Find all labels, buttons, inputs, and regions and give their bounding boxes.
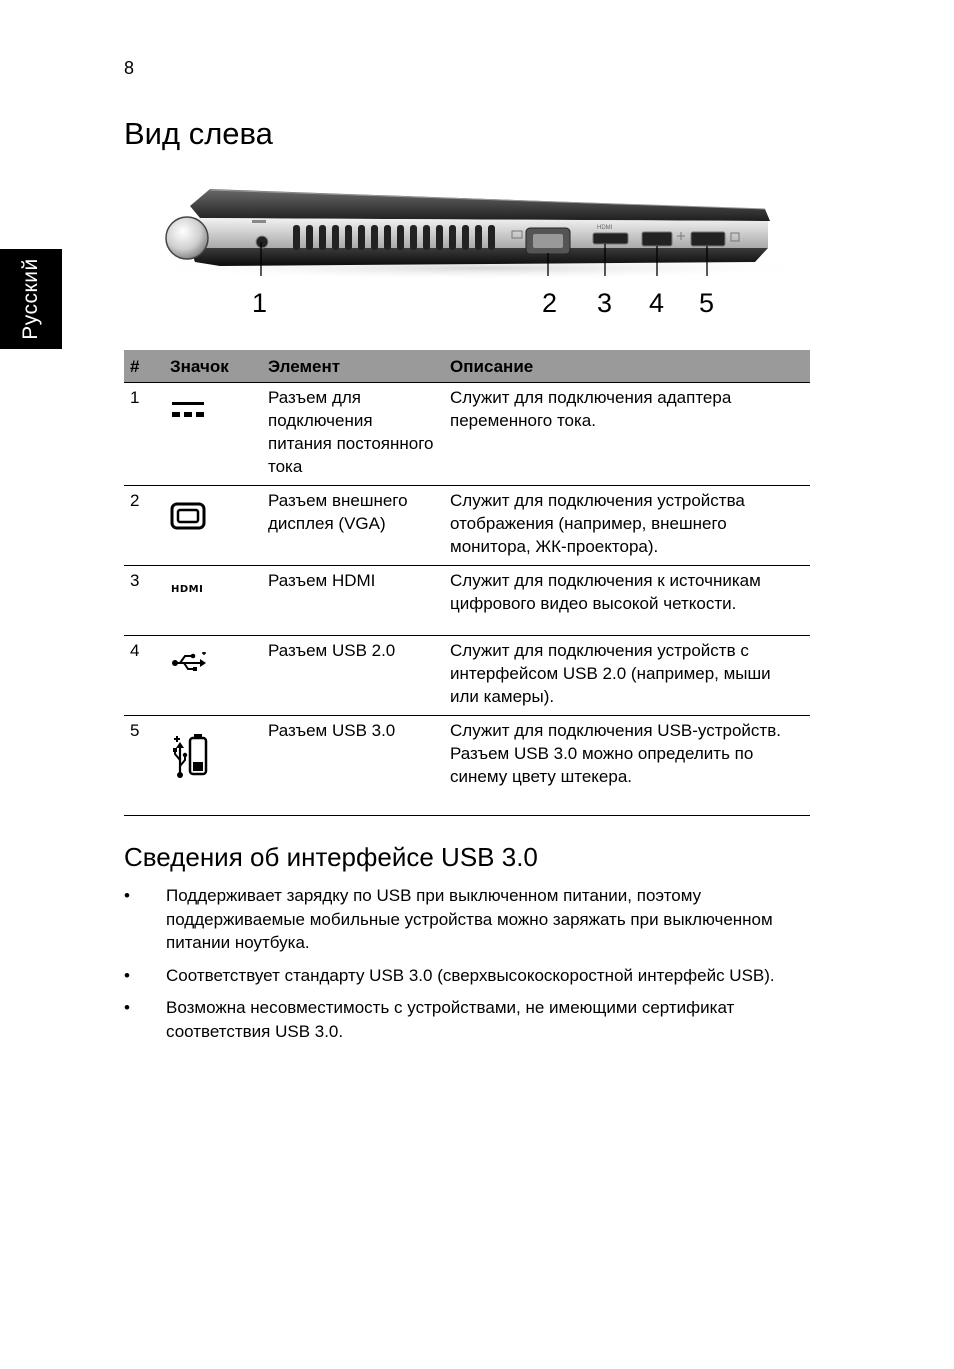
bullet: •: [124, 965, 130, 985]
table-header-row: [124, 350, 810, 383]
language-label: Русский: [19, 258, 42, 340]
list-item: [124, 964, 804, 988]
row-description: Служит для подключения устройств с интерфейсом USB 2.0 (например, мыши или камеры).: [444, 636, 810, 716]
hdmi-icon: [170, 582, 210, 594]
laptop-hdmi-label: HDMI: [597, 225, 613, 231]
icon-cell: [164, 716, 262, 816]
header-num: #: [124, 350, 164, 383]
row-element: Разъем USB 2.0: [262, 636, 444, 716]
vga-display-icon: [170, 502, 206, 530]
list-item-text: Поддерживает зарядку по USB при выключенном питании, поэтому поддерживаемые мобильные устройства можно заряжать при выключенном питании ноутбука.: [166, 886, 773, 952]
row-element: Разъем для подключения питания постоянного тока: [262, 383, 444, 486]
row-description: Служит для подключения адаптера переменного тока.: [444, 383, 810, 486]
table-row: [124, 383, 810, 486]
usb3-section-title: Сведения об интерфейсе USB 3.0: [124, 842, 538, 872]
header-element: Элемент: [262, 350, 444, 383]
bullet: •: [124, 886, 130, 905]
row-description: [444, 716, 810, 816]
row-description: Служит для подключения устройства отображения (например, внешнего монитора, ЖК-проектора).: [444, 486, 810, 566]
page-number: 8: [124, 58, 135, 78]
icon-cell: [164, 383, 262, 486]
usb-charge-icon: [170, 730, 210, 780]
icon-cell: [164, 486, 262, 566]
list-item-text: Соответствует стандарту USB 3.0 (сверхвысокоскоростной интерфейс USB).: [166, 965, 775, 985]
list-item: [124, 996, 804, 1043]
row-num: 1: [124, 383, 164, 486]
table-row: [124, 486, 810, 566]
table-row: [124, 636, 810, 716]
language-side-tab: [0, 249, 62, 349]
callout-1: 1: [252, 288, 268, 318]
ports-table: [124, 350, 810, 816]
header-icon: Значок: [164, 350, 262, 383]
table-row: [124, 716, 810, 816]
row-num: 4: [124, 636, 164, 716]
table-row: [124, 566, 810, 636]
callout-5: 5: [699, 288, 715, 318]
row-description: Служит для подключения к источникам цифрового видео высокой четкости.: [444, 566, 810, 636]
section-title: Вид слева: [124, 116, 273, 151]
usb-icon: [170, 652, 208, 672]
icon-cell: [164, 566, 262, 636]
row-num: 3: [124, 566, 164, 636]
callout-3: 3: [597, 288, 613, 318]
row-num: 5: [124, 716, 164, 816]
bullet: •: [124, 998, 130, 1017]
usb3-feature-list: [124, 884, 804, 1052]
row-element: Разъем HDMI: [262, 566, 444, 636]
row-description-line: Служит для подключения USB-устройств.: [450, 721, 781, 740]
callout-2: 2: [542, 288, 558, 318]
row-element: Разъем внешнего дисплея (VGA): [262, 486, 444, 566]
list-item: [124, 884, 804, 955]
callout-4: 4: [649, 288, 665, 318]
hdmi-icon-text: HDMI: [171, 584, 204, 594]
header-description: Описание: [444, 350, 810, 383]
dc-power-icon: [170, 399, 206, 421]
row-description-line: Разъем USB 3.0 можно определить по синему цвету штекера.: [450, 744, 754, 786]
list-item-text: Возможна несовместимость с устройствами, не имеющими сертификат соответствия USB 3.0.: [166, 998, 735, 1041]
row-num: 2: [124, 486, 164, 566]
row-element: Разъем USB 3.0: [262, 716, 444, 816]
icon-cell: [164, 636, 262, 716]
